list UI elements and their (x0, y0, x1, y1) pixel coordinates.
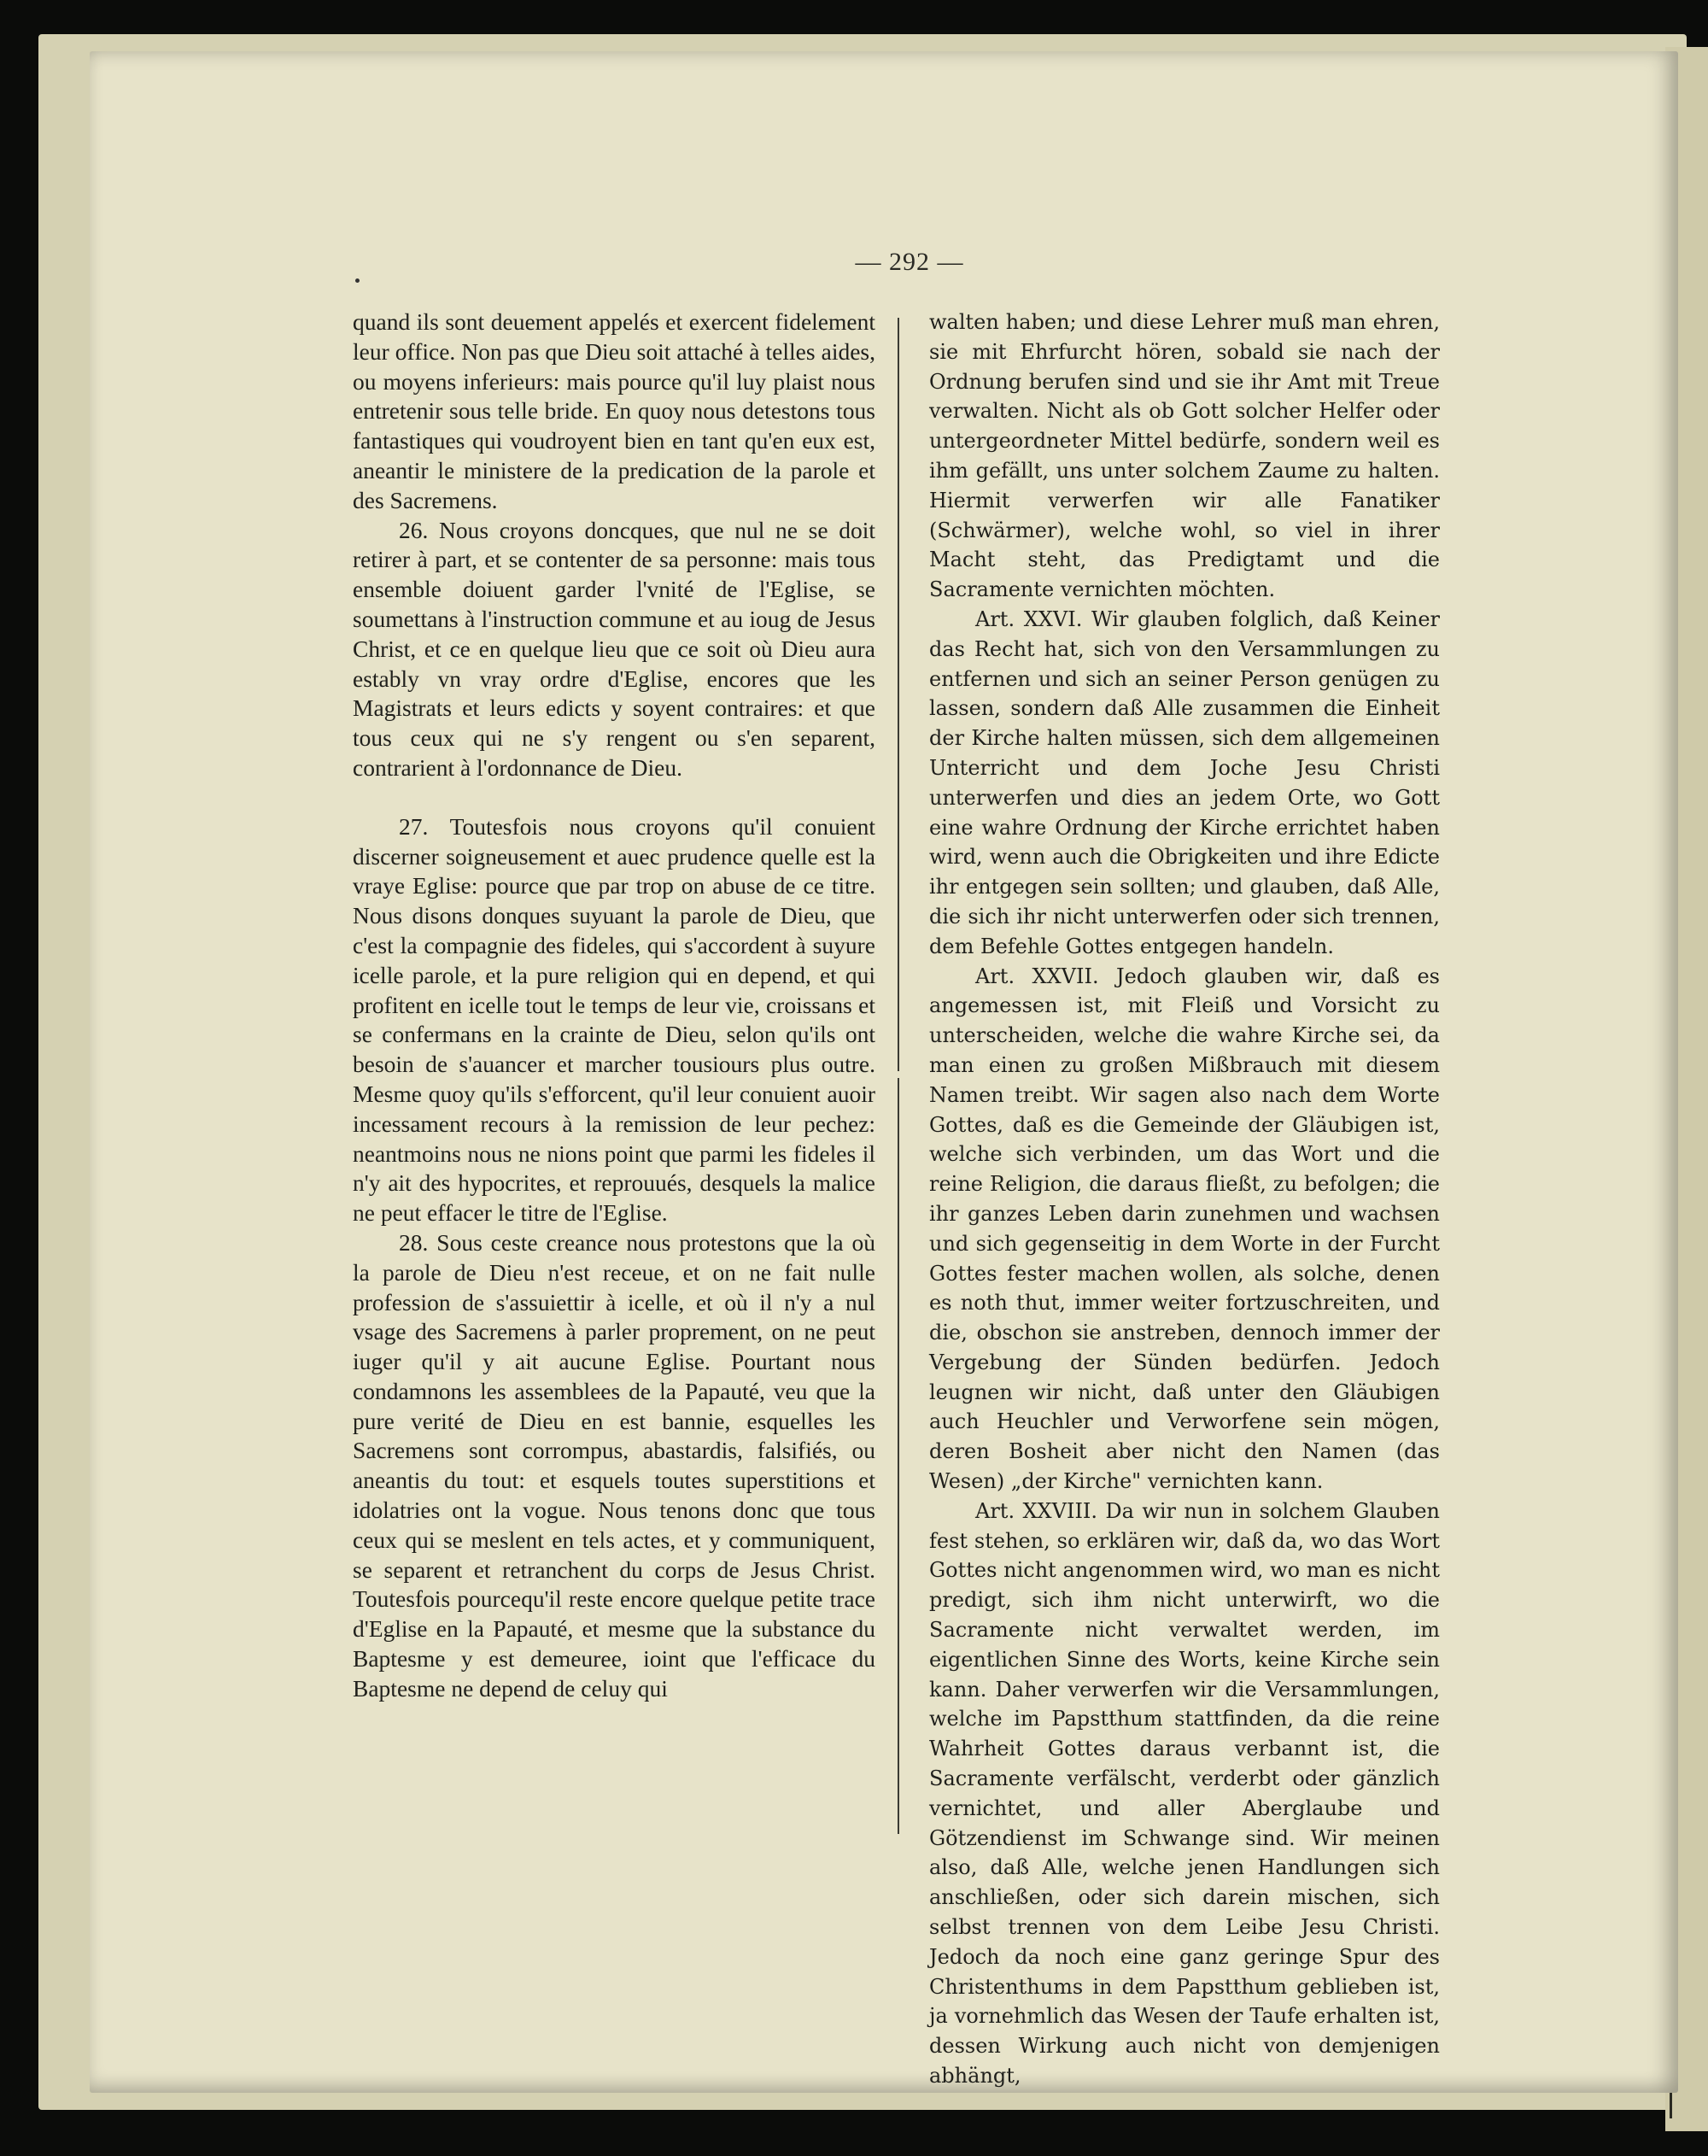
german-article-26: Art. XXVI. Wir glauben folglich, daß Keiner das Recht hat, sich von den Versammlungen zu entfernen und sich an seiner Person genügen zu lassen, sondern daß Alle zusammen die Einheit der Kirche halten müssen, sich dem allgemeinen Unterricht und dem Joche Jesu Christi unterwerfen und dies an jedem Orte, wo Gott eine wahre Ordnung der Kirche errichtet haben wird, wenn auch die Obrigkeiten und ihre Edicte ihr entgegen sein sollten; und glauben, daß Alle, die sich ihr nicht unterwerfen oder sich trennen, dem Befehle Gottes entgegen handeln. (929, 606, 1440, 958)
column-rule-lower (898, 1078, 899, 1834)
column-rule-upper (898, 318, 899, 1071)
french-paragraph: quand ils sont deuement appelés et exercent fidelement leur office. Non pas que Dieu soit attaché à telles aides, ou moyens inferieurs: mais pource qu'il luy plaist nous entretenir sous telle bride. En quoy nous detestons tous fantastiques qui voudroyent bien en tant qu'en eux est, aneantir le ministere de la predication de la parole et des Sacremens. (353, 308, 875, 513)
french-column (353, 308, 875, 1704)
french-article-28: 28. Sous ceste creance nous protestons que la où la parole de Dieu n'est receue, et on ne fait nulle profession de s'assuiettir à icelle, et où il n'y a nul vsage des Sacremens à parler proprement, on ne peut iuger qu'il y ait aucune Eglise. Pourtant nous condamnons les assemblees de la Papauté, veu que la pure verité de Dieu en est bannie, esquelles les Sacremens sont corrompus, abastardis, falsifiés, ou aneantis du tout: et esquels toutes superstitions et idolatries ont la vogue. Nous tenons donc que tous ceux qui se meslent en tels actes, et y communiquent, se separent et retranchent du corps de Jesus Christ. Toutesfois pourcequ'il reste encore quelque petite trace d'Eglise en la Papauté, et mesme que la substance du Baptesme y est demeuree, ioint que l'efficace du Baptesme ne depend de celuy qui (353, 1228, 875, 1702)
french-article-26: 26. Nous croyons doncques, que nul ne se doit retirer à part, et se contenter de sa personne: mais tous ensemble doiuent garder l'vnité de l'Eglise, se soumettans à l'instruction commune et au ioug de Jesus Christ, et ce en quelque lieu que ce soit où Dieu aura estably vn vray ordre d'Eglise, encores que les Magistrats et leurs edicts y soyent contraires: et que tous ceux qui ne s'y rengent ou s'en separent, contrarient à l'ordonnance de Dieu. (353, 516, 875, 781)
book-page (90, 51, 1678, 2093)
german-column (929, 308, 1440, 2091)
ink-speck (355, 278, 360, 283)
french-article-27: 27. Toutesfois nous croyons qu'il conuient discerner soigneusement et auec prudence quelle est la vraye Eglise: pource que par trop on abuse de ce titre. Nous disons donques suyuant la parole de Dieu, que c'est la compagnie des fideles, qui s'accordent à suyure icelle parole, et la pure religion qui en depend, et qui profitent en icelle tout le temps de leur vie, croissans et se confermans en la crainte de Dieu, selon qu'ils ont besoin de s'auancer et marcher tousiours plus outre. Mesme quoy qu'ils s'efforcent, qu'il leur conuient auoir incessament recours à la remission de leur pechez: neantmoins nous ne nions point que parmi les fideles il n'y ait des hypocrites, et reprouués, desquels la malice ne peut effacer le titre de l'Eglise. (353, 812, 875, 1227)
page-number: — 292 — (855, 248, 964, 276)
german-article-27: Art. XXVII. Jedoch glauben wir, daß es angemessen ist, mit Fleiß und Vorsicht zu unterscheiden, welche die wahre Kirche sei, da man einen zu großen Mißbrauch mit diesem Namen treibt. Wir sagen also nach dem Worte Gottes, daß es die Gemeinde der Gläubigen ist, welche sich verbinden, um das Wort und die reine Religion, die daraus fließt, zu befolgen; die ihr ganzes Leben darin zunehmen und wachsen und sich gegenseitig in dem Worte in der Furcht Gottes fester machen wollen, als solche, denen es noth thut, immer weiter fortzuschreiten, und die, obschon sie anstreben, dennoch immer der Vergebung der Sünden bedürfen. Jedoch leugnen wir nicht, daß unter den Gläubigen auch Heuchler und Verworfene sein mögen, deren Bosheit aber nicht den Namen (das Wesen) „der Kirche" vernichten kann. (929, 964, 1440, 1494)
german-article-28: Art. XXVIII. Da wir nun in solchem Glauben fest stehen, so erklären wir, daß da, wo das Wort Gottes nicht angenommen wird, wo man es nicht predigt, sich ihm nicht unterwirft, wo die Sacramente nicht verwaltet werden, im eigentlichen Sinne des Worts, keine Kirche sein kann. Daher verwerfen wir die Versammlungen, welche im Papstthum stattfinden, da die reine Wahrheit Gottes daraus verbannt ist, die Sacramente verfälscht, verderbt oder gänzlich vernichtet, und aller Aberglaube und Götzendienst im Schwange sind. Wir meinen also, daß Alle, welche jenen Handlungen sich anschließen, oder sich darein mischen, sich selbst trennen von dem Leibe Jesu Christi. Jedoch da noch eine ganz geringe Spur des Christenthums in dem Papstthum geblieben ist, ja vornehmlich das Wesen der Taufe erhalten ist, dessen Wirkung auch nicht von demjenigen abhängt, (929, 1498, 1440, 2089)
german-paragraph: walten haben; und diese Lehrer muß man ehren, sie mit Ehrfurcht hören, sobald sie nach der Ordnung berufen sind und sie ihr Amt mit Treue verwalten. Nicht als ob Gott solcher Helfer oder untergeordneter Mittel bedürfe, sondern weil es ihm gefällt, uns unter solchem Zaume zu halten. Hiermit verwerfen wir alle Fanatiker (Schwärmer), welche wohl, so viel in ihrer Macht steht, das Predigtamt und die Sacramente vernichten möchten. (929, 310, 1440, 602)
